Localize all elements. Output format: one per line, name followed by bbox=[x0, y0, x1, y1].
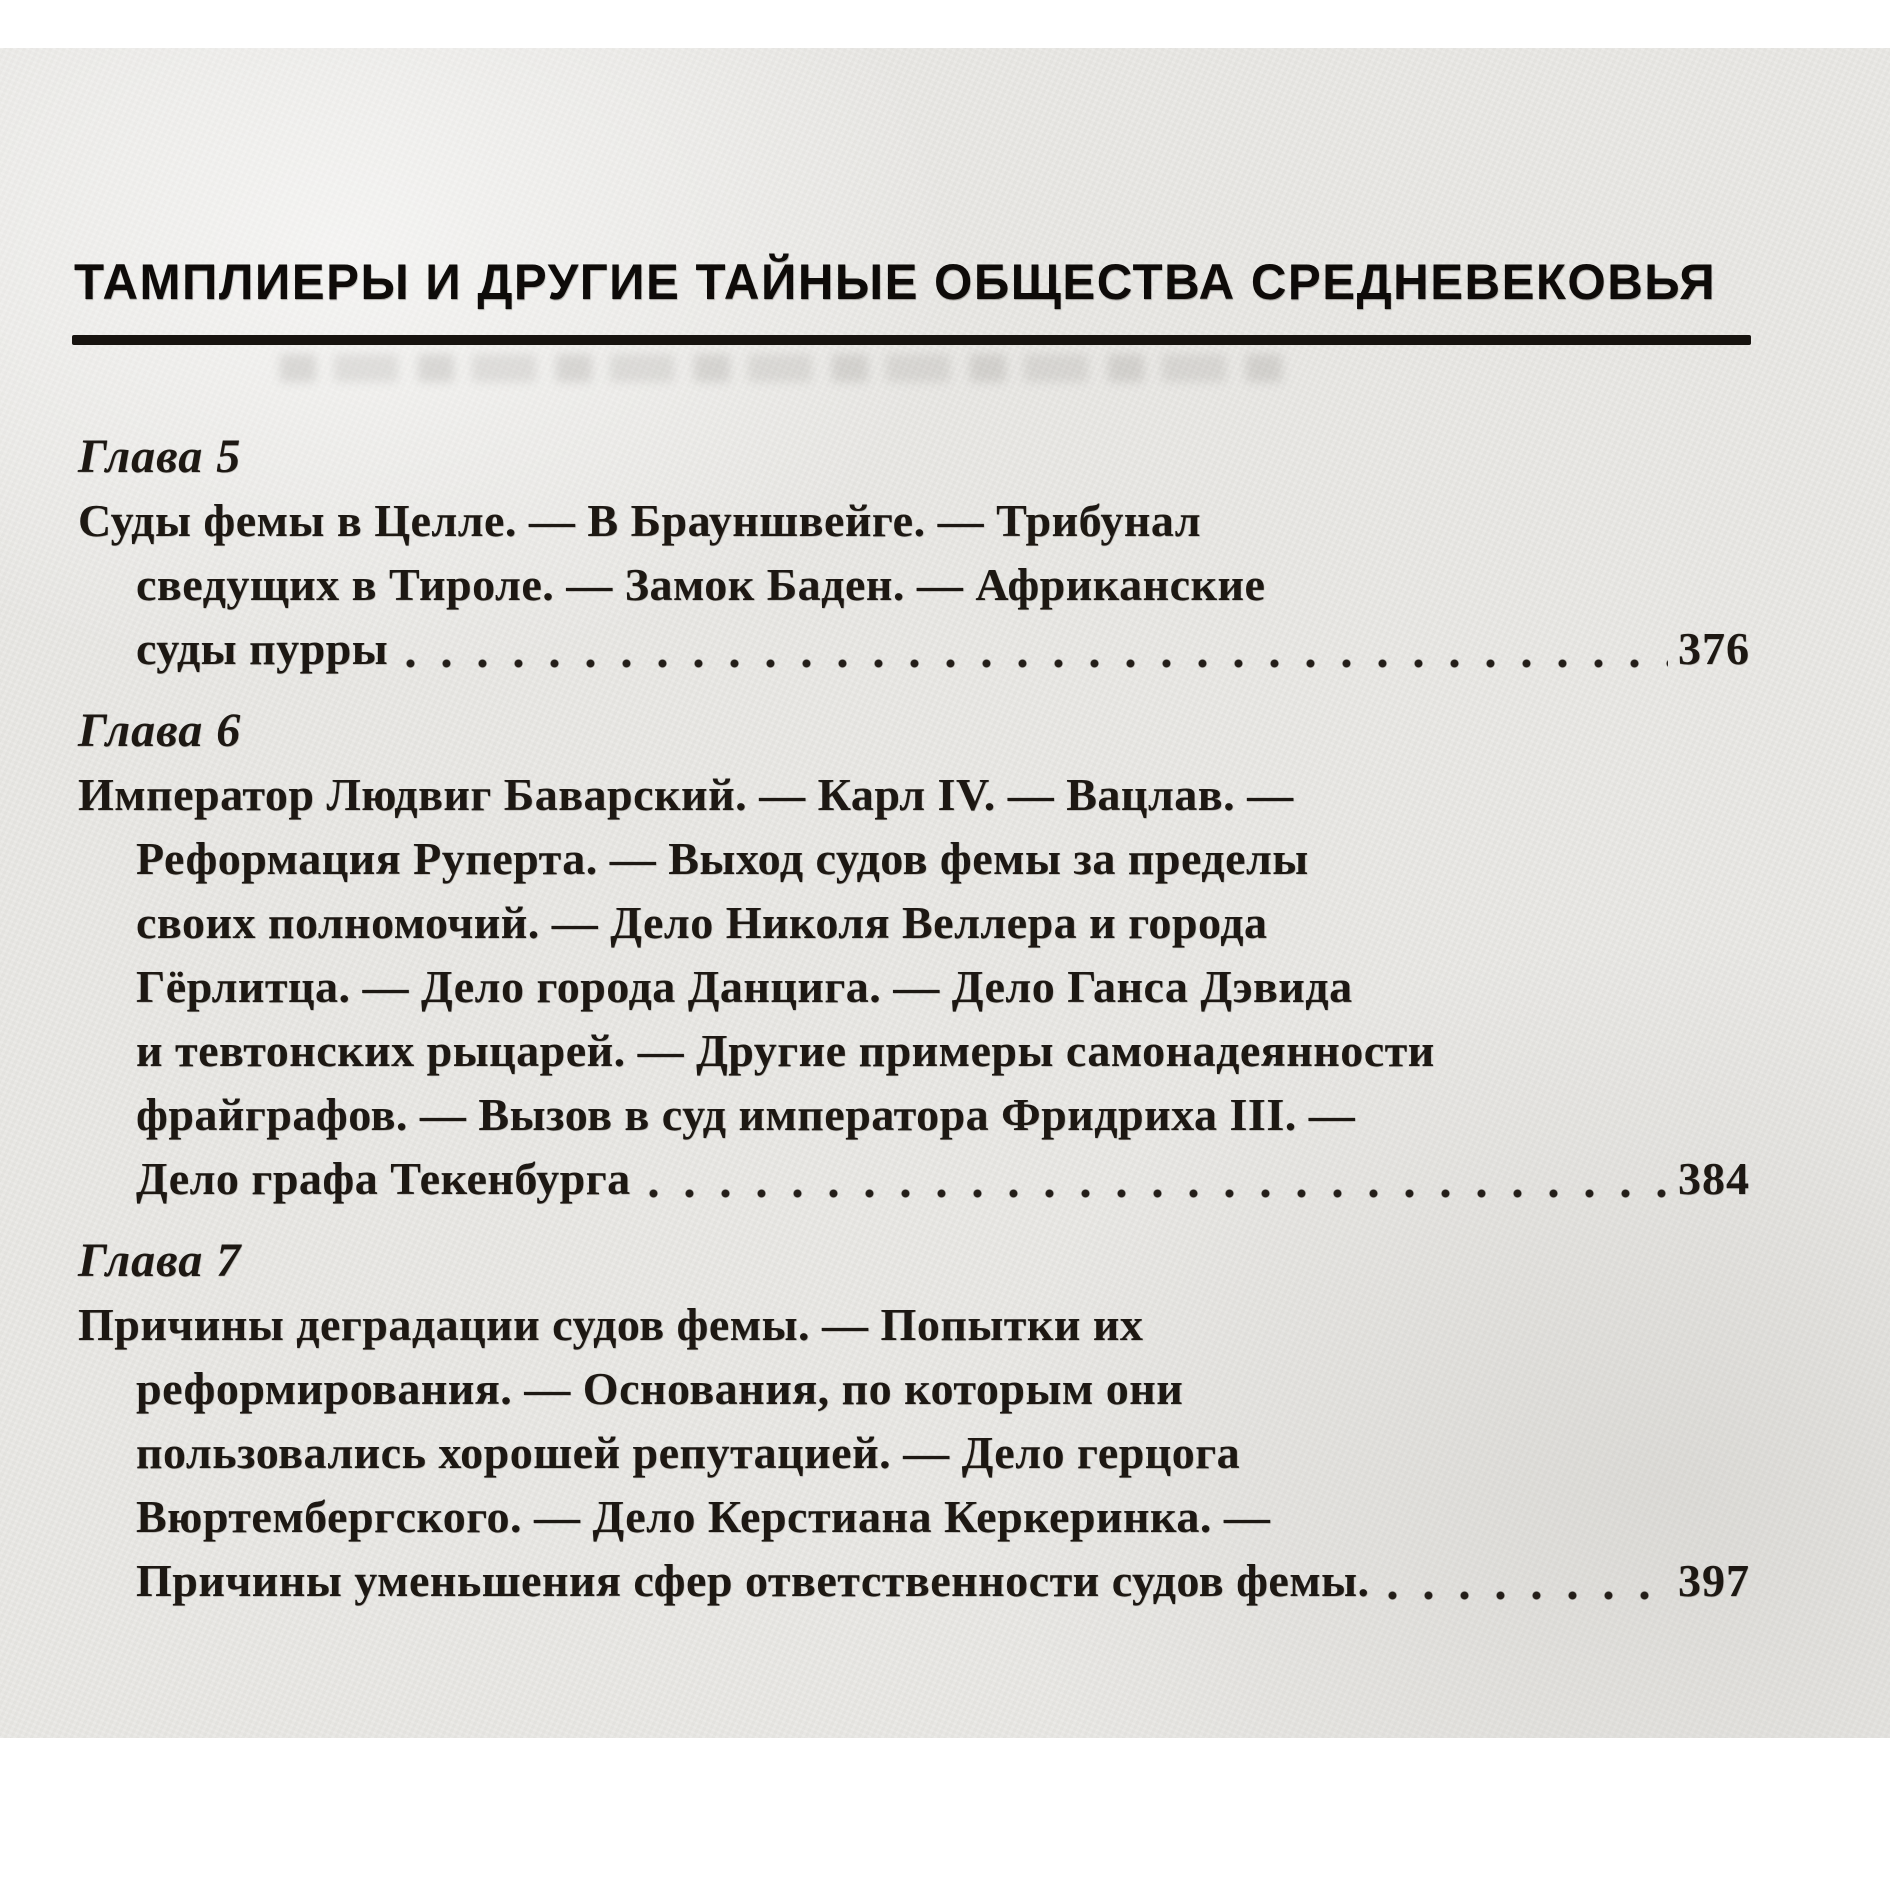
toc-line: фрайграфов. — Вызов в суд императора Фридриха III. — bbox=[136, 1089, 1356, 1140]
toc-line: Причины деградации судов фемы. — Попытки их bbox=[78, 1299, 1144, 1350]
toc-line: своих полномочий. — Дело Николя Веллера и города bbox=[136, 897, 1268, 948]
toc-entry-chapter-6 bbox=[78, 699, 1750, 1211]
chapter-heading: Глава 5 bbox=[78, 430, 242, 483]
page-paper bbox=[0, 48, 1890, 1738]
page-number: 376 bbox=[1678, 623, 1750, 674]
dot-leader bbox=[406, 659, 1668, 668]
toc-line: Император Людвиг Баварский. — Карл IV. — Вацлав. — bbox=[78, 769, 1294, 820]
toc-line: пользовались хорошей репутацией. — Дело герцога bbox=[136, 1427, 1241, 1478]
toc-line: реформирования. — Основания, по которым они bbox=[136, 1363, 1184, 1414]
page-number: 397 bbox=[1678, 1555, 1750, 1606]
page-number: 384 bbox=[1678, 1153, 1750, 1204]
page-content bbox=[0, 254, 1890, 1613]
running-head-title: ТАМПЛИЕРЫ И ДРУГИЕ ТАЙНЫЕ ОБЩЕСТВА СРЕДНЕВЕКОВЬЯ bbox=[74, 254, 1717, 310]
toc-line: Гёрлитца. — Дело города Данцига. — Дело Ганса Дэвида bbox=[136, 961, 1353, 1012]
toc-entry-chapter-5 bbox=[78, 425, 1750, 681]
dot-leader bbox=[1388, 1591, 1668, 1600]
toc-last-line bbox=[136, 1549, 1750, 1613]
toc-entry-chapter-7 bbox=[78, 1229, 1750, 1613]
chapter-heading: Глава 6 bbox=[78, 704, 242, 757]
header-rule bbox=[72, 335, 1751, 345]
toc-line: Реформация Руперта. — Выход судов фемы за пределы bbox=[136, 833, 1309, 884]
toc-line: Суды фемы в Целле. — В Брауншвейге. — Трибунал bbox=[78, 495, 1202, 546]
toc-line: Вюртембергского. — Дело Керстиана Керкеринка. — bbox=[136, 1491, 1271, 1542]
dot-leader bbox=[649, 1189, 1668, 1198]
toc-last-line bbox=[136, 1147, 1750, 1211]
toc-line: и тевтонских рыцарей. — Другие примеры самонадеянности bbox=[136, 1025, 1435, 1076]
toc-line-text: Дело графа Текенбурга bbox=[136, 1153, 631, 1204]
toc-line-text: Причины уменьшения сфер ответственности судов фемы. bbox=[136, 1555, 1370, 1606]
toc-line-text: суды пурры bbox=[136, 623, 389, 674]
toc-line: сведущих в Тироле. — Замок Баден. — Африканские bbox=[136, 559, 1266, 610]
toc-last-line bbox=[136, 617, 1750, 681]
chapter-heading: Глава 7 bbox=[78, 1234, 242, 1287]
